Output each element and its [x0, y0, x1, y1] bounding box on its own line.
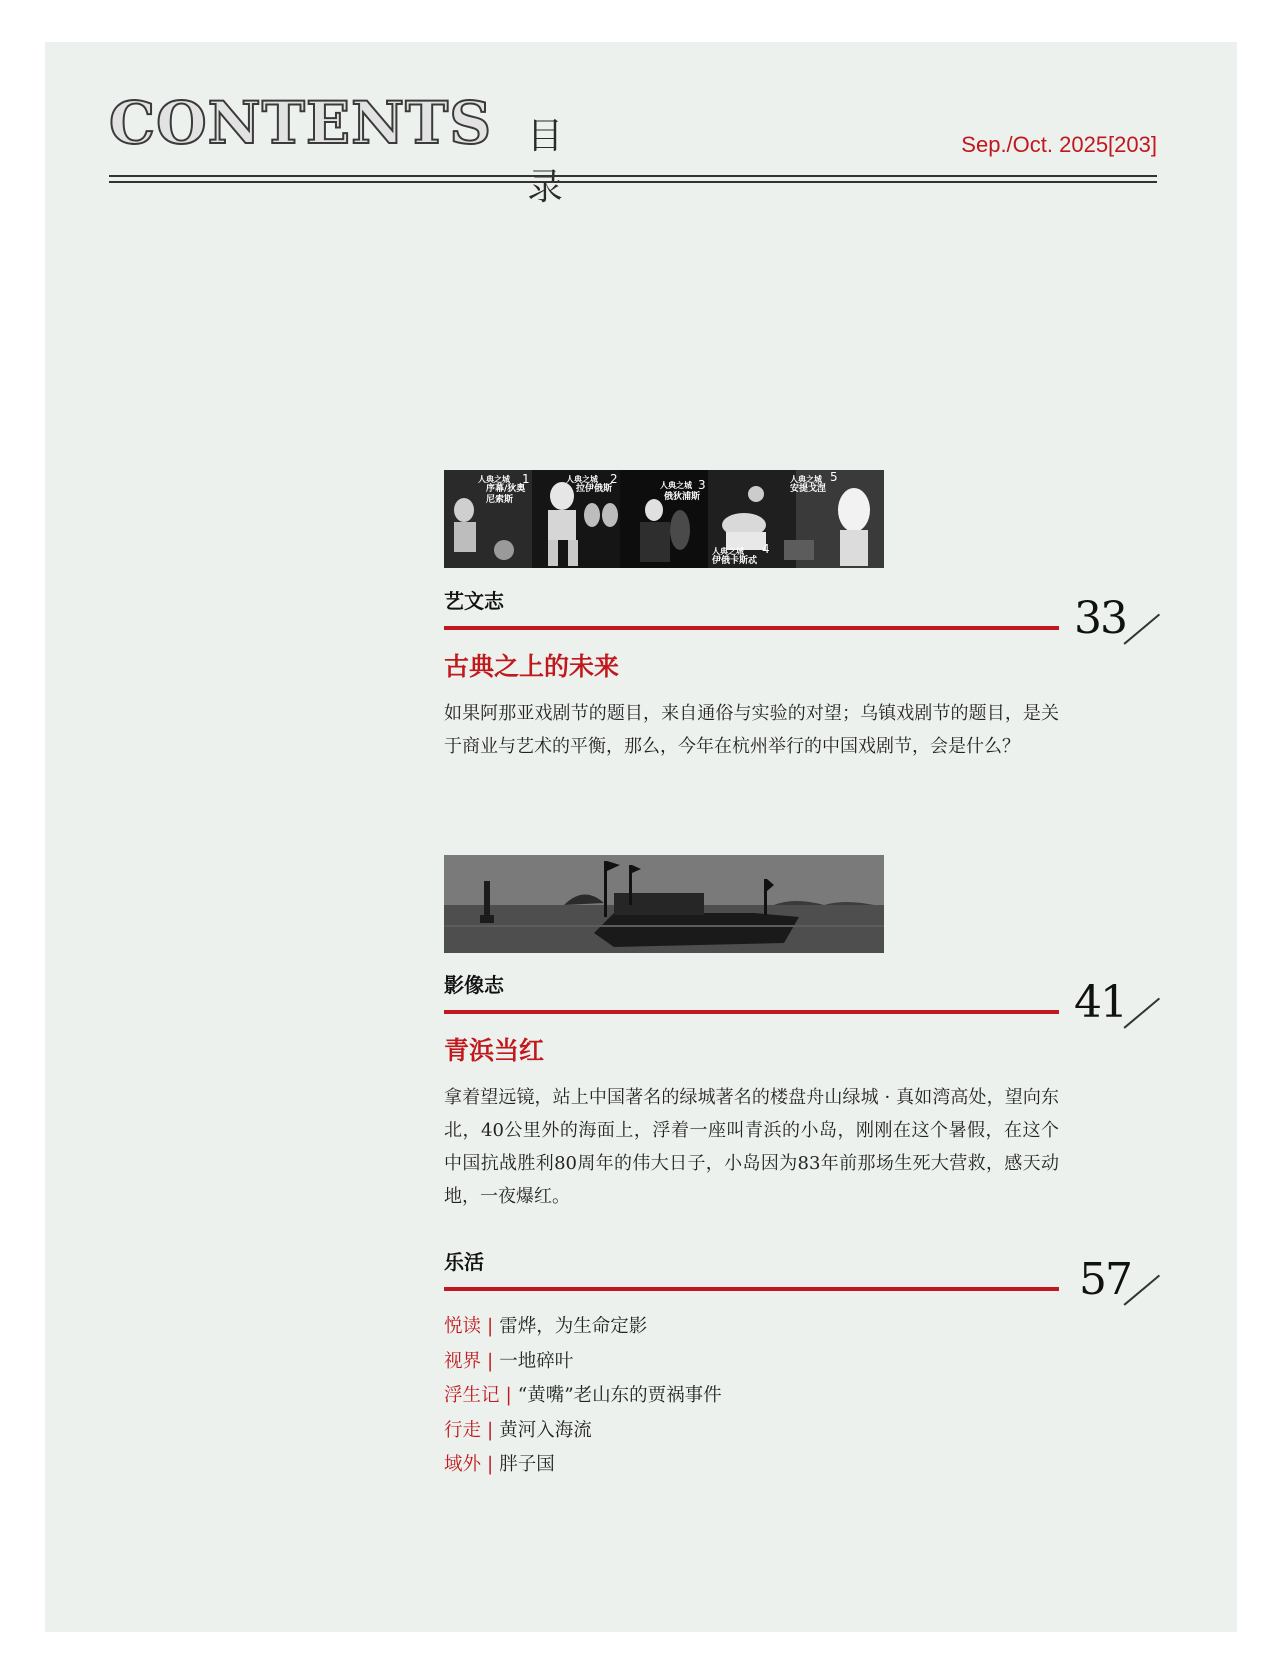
section-photography — [444, 969, 1164, 1239]
section-rule — [444, 626, 1059, 630]
page-number-slash — [1124, 614, 1160, 645]
poster-1 — [444, 470, 532, 568]
article-summary: 拿着望远镜，站上中国著名的绿城著名的楼盘舟山绿城 · 真如湾高处，望向东北，40公里外的海面上，浮着一座叫青浜的小岛，刚刚在这个暑假，在这个中国抗战胜利80周年的伟大日子，小岛因为83年前那场生死大营救，感天动地，一夜爆红。 — [444, 1087, 1059, 1207]
poster-title: 拉伊俄斯 — [576, 484, 613, 494]
section-rule — [444, 1010, 1059, 1014]
poster-title: 伊俄卡斯忒 — [712, 556, 758, 566]
item-divider: | — [487, 1419, 494, 1441]
page-number[interactable]: 33 — [1074, 593, 1126, 644]
item-category: 浮生记 — [444, 1385, 500, 1406]
item-title: 一地碎叶 — [499, 1350, 574, 1372]
section-lifestyle — [444, 1246, 1164, 1506]
article-summary: 如果阿那亚戏剧节的题目，来自通俗与实验的对望；乌镇戏剧节的题目，是关于商业与艺术的平衡，那么，今年在杭州举行的中国戏剧节，会是什么？ — [444, 703, 1059, 757]
poster-top-label: 人典之城 — [660, 481, 692, 490]
article-headline[interactable]: 青浜当红 — [444, 1036, 545, 1065]
poster-3 — [620, 470, 708, 568]
item-divider: | — [487, 1454, 494, 1475]
item-divider: | — [487, 1316, 494, 1337]
list-item[interactable] — [444, 1379, 1059, 1414]
issue-number: Sep./Oct. 2025[203] — [961, 132, 1157, 157]
poster-number: 2 — [610, 472, 618, 486]
page-number[interactable]: 41 — [1074, 977, 1126, 1028]
item-category: 视界 — [444, 1350, 482, 1372]
poster-number: 4 — [762, 542, 770, 556]
poster-5 — [790, 470, 884, 568]
section-rule — [444, 1287, 1059, 1291]
poster-2 — [532, 470, 620, 568]
item-category: 行走 — [444, 1419, 482, 1441]
poster-top-label: 人典之城 — [712, 547, 744, 556]
section-label: 影像志 — [444, 973, 504, 997]
article-list — [444, 1310, 1059, 1483]
contents-heading: CONTENTS — [109, 89, 493, 157]
poster-title: 序幕/狄奥尼索斯 — [486, 484, 526, 505]
item-category: 域外 — [444, 1454, 482, 1475]
list-item[interactable] — [444, 1414, 1059, 1449]
page-number[interactable]: 57 — [1079, 1254, 1131, 1305]
poster-top-label: 人典之城 — [566, 475, 598, 484]
page-number-slash — [1124, 998, 1160, 1029]
list-item[interactable] — [444, 1345, 1059, 1380]
chinese-title: 目录 — [527, 116, 568, 208]
poster-number: 3 — [698, 478, 706, 492]
item-title: “黄嘴”老山东的贾祸事件 — [517, 1385, 722, 1406]
list-item[interactable] — [444, 1310, 1059, 1345]
item-divider: | — [505, 1385, 512, 1406]
item-title: 雷烨，为生命定影 — [499, 1316, 648, 1337]
boat-sea-image[interactable] — [444, 855, 884, 953]
header-rule — [109, 181, 1157, 183]
poster-top-label: 人典之城 — [790, 475, 822, 484]
poster-top-label: 人典之城 — [478, 475, 510, 484]
poster-4 — [708, 470, 796, 568]
item-divider: | — [487, 1350, 494, 1372]
section-label: 乐活 — [444, 1250, 484, 1274]
poster-number: 5 — [830, 470, 838, 484]
poster-title: 俄狄浦斯 — [664, 492, 701, 502]
header-rule — [109, 175, 1157, 177]
section-label: 艺文志 — [444, 589, 504, 613]
masthead — [109, 89, 568, 208]
poster-number: 1 — [522, 472, 530, 486]
section-arts — [444, 585, 1164, 785]
article-headline[interactable]: 古典之上的未来 — [444, 652, 620, 681]
theatre-posters-image[interactable] — [444, 470, 884, 568]
poster-title: 安提戈涅 — [790, 484, 827, 494]
item-title: 黄河入海流 — [499, 1419, 592, 1441]
contents-page — [45, 42, 1237, 1632]
boat-graphic — [444, 855, 884, 953]
item-title: 胖子国 — [499, 1454, 555, 1475]
item-category: 悦读 — [444, 1316, 482, 1337]
list-item[interactable] — [444, 1448, 1059, 1483]
